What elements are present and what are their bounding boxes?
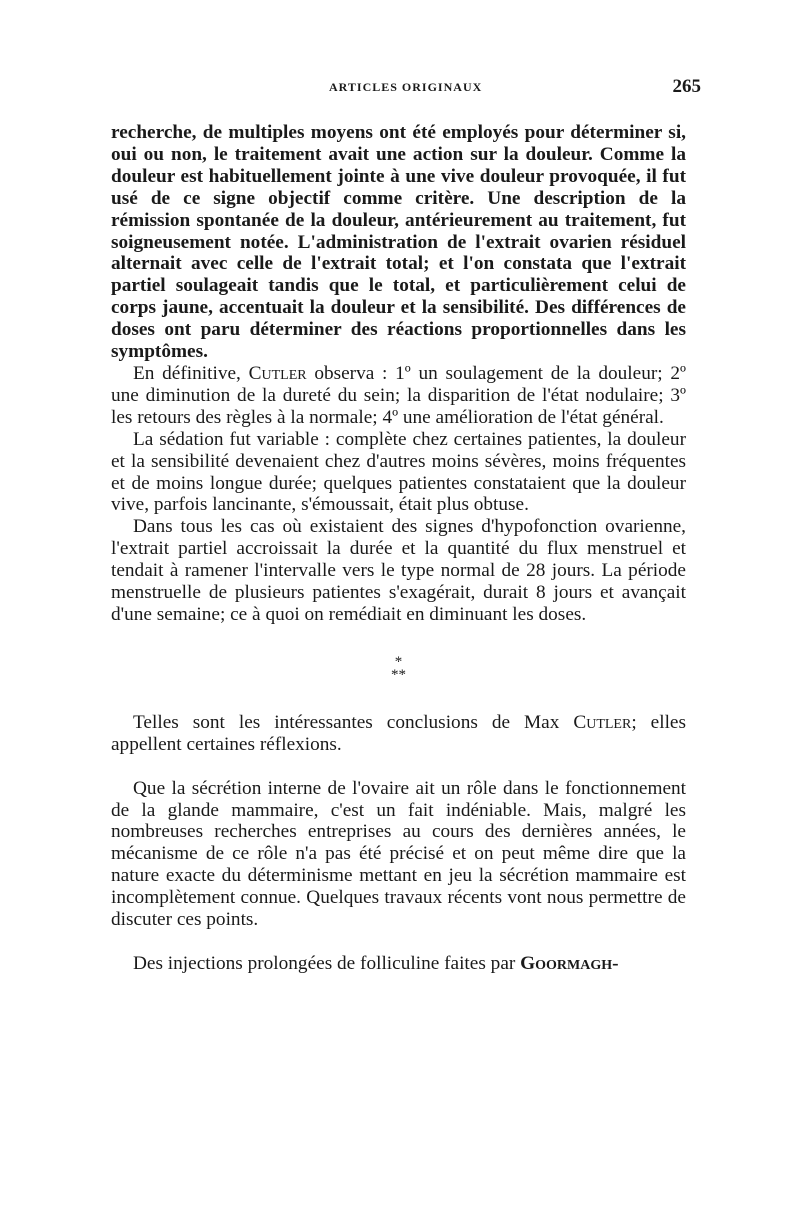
paragraph-4: Dans tous les cas où existaient des signes d'hypofonction ovarienne, l'extrait partiel accroissait la durée et la quantité du flux menstruel et tendait à ramener l'intervalle vers le type normal de 28 jours. La période menstruelle de plusieurs patientes s'exagérait, durait 8 jours et avançait d'une semaine; ce à quoi on remédiait en diminuant les doses. [111,516,686,625]
paragraph-2-rest: observa : 1º un soulagement de la douleur; 2º une diminution de la dureté du sein; la disparition de l'état nodulaire; 3º les retours des règles à la normale; 4º une amélioration de l'état général. [111,362,686,428]
paragraph-2 [111,363,686,429]
paragraph-2-start: En définitive, [133,362,249,384]
author-name-goormaghtigh: Goormagh- [520,953,619,974]
running-head [0,76,800,100]
paragraph-1: recherche, de multiples moyens ont été employés pour déterminer si, oui ou non, le traitement avait une action sur la douleur. Comme la douleur est habituellement jointe à une vive douleur provoquée, il fut usé de ce signe objectif comme critère. Une description de la rémission spontanée de la douleur, antérieurement au traitement, fut soigneusement notée. L'administration de l'extrait ovarien résiduel alternait avec celle de l'extrait total; et l'on constata que l'extrait partiel soulageait tandis que le total, et particulièrement celui de corps jaune, accentuait la douleur et la sensibilité. Des différences de doses ont paru déterminer des réactions proportionnelles dans les symptômes. [111,122,686,363]
page-number: 265 [672,76,701,97]
running-title: ARTICLES ORIGINAUX [329,80,483,94]
paragraph-5-start: Telles sont les intéressantes conclusions de Max [133,711,574,733]
paragraph-5 [111,712,686,756]
author-name-cutler: Cutler [248,362,307,384]
author-name-cutler-2: Cutler [573,711,632,733]
paragraph-7-start: Des injections prolongées de folliculine faites par [133,953,521,974]
paragraph-5-rest: ; elles appellent certaines réflexions. [111,711,686,755]
paragraph-6: Que la sécrétion interne de l'ovaire ait un rôle dans le fonctionnement de la glande mammaire, c'est un fait indéniable. Mais, malgré les nombreuses recherches entreprises au cours des dernières années, le mécanisme de ce rôle n'a pas été précisé et on peut même dire que la nature exacte du déterminisme mettant en jeu la sécrétion mammaire est incomplètement connue. Quelques travaux récents vont nous permettre de discuter ces points. [111,777,686,931]
body-text [111,122,686,975]
asterism-separator: * ** [391,653,406,683]
paragraph-3: La sédation fut variable : complète chez certaines patientes, la douleur et la sensibilité devenaient chez d'autres moins sévères, moins fréquentes et de moins longue durée; quelques patientes constataient que la douleur vive, parfois lancinante, s'émoussait, était plus obtuse. [111,428,686,516]
paragraph-7 [111,953,686,975]
